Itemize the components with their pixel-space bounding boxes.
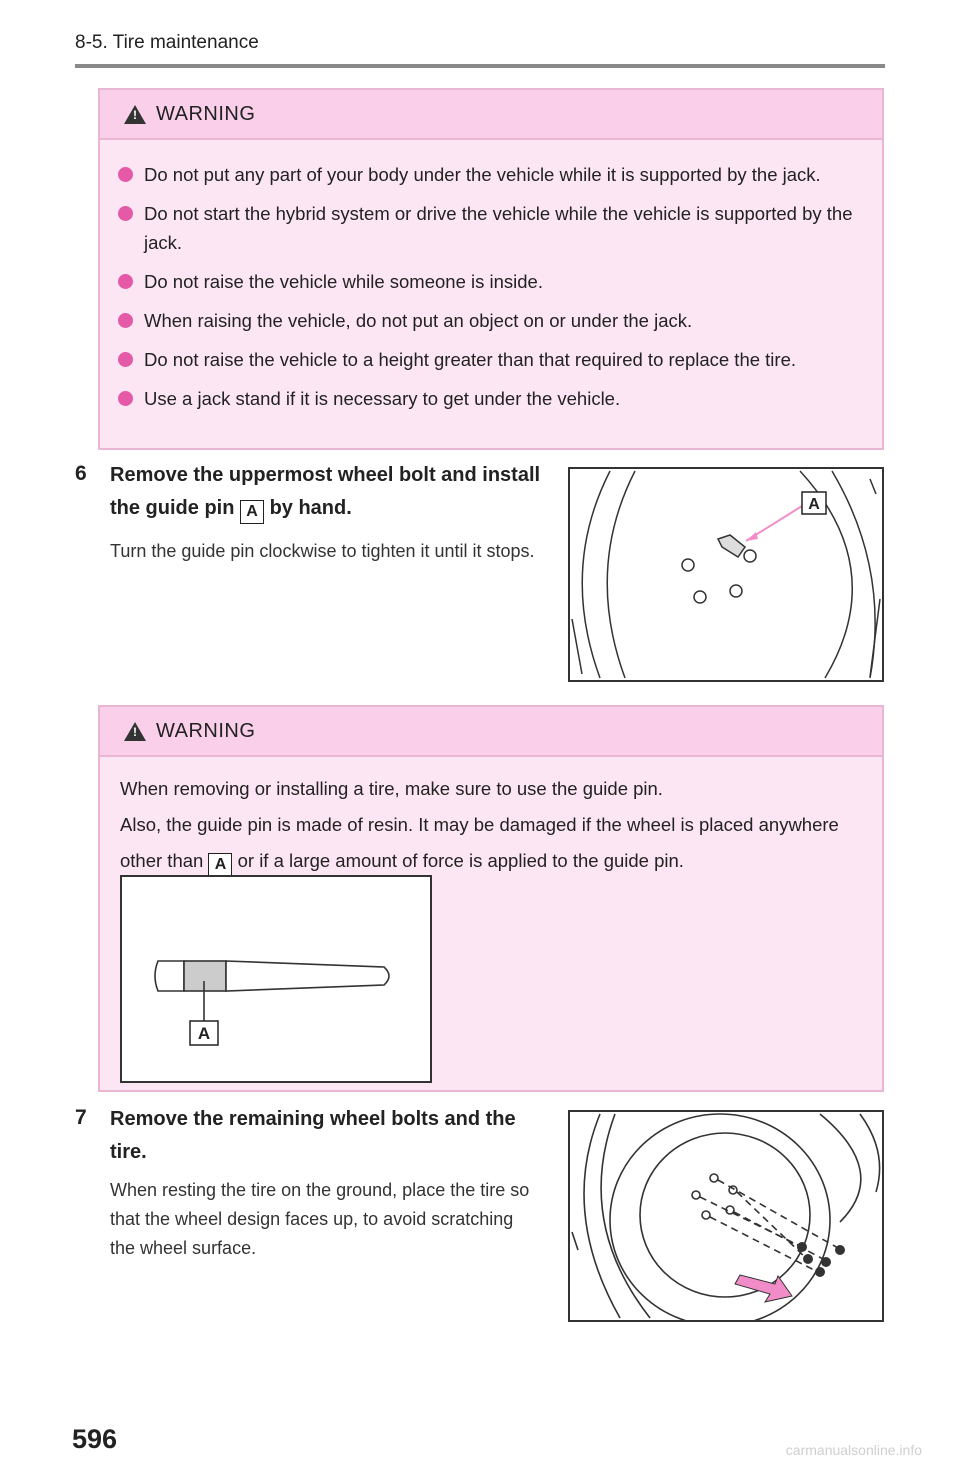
warning-triangle-icon — [124, 722, 146, 741]
warning-item: Do not raise the vehicle while someone is inside. — [118, 267, 863, 296]
step-6-number: 6 — [75, 462, 87, 485]
warning-box-2 — [98, 705, 884, 1092]
warning-2-line-2 — [120, 807, 865, 879]
section-header: 8-5. Tire maintenance — [75, 32, 259, 53]
callout-a-label: A — [208, 853, 232, 877]
watermark: carmanualsonline.info — [785, 1442, 922, 1458]
warning-item: When raising the vehicle, do not put an object on or under the jack. — [118, 306, 863, 335]
wheel-guide-pin-illustration — [570, 469, 882, 680]
warning-list — [118, 160, 863, 423]
page-number: 596 — [72, 1424, 118, 1454]
step-6-description: Turn the guide pin clockwise to tighten it until it stops. — [110, 541, 535, 561]
wheel-guide-pin-figure — [568, 467, 884, 682]
warning-title: WARNING — [156, 102, 256, 125]
warning-item: Do not put any part of your body under the vehicle while it is supported by the jack. — [118, 160, 863, 189]
header-divider — [75, 64, 885, 68]
warning-item: Do not raise the vehicle to a height greater than that required to replace the tire. — [118, 345, 863, 374]
guide-pin-illustration — [122, 877, 430, 1081]
warning-2-line-1: When removing or installing a tire, make sure to use the guide pin. — [120, 778, 663, 799]
warning-2-line-2-a: Also, the guide pin is made of resin. It may be damaged if the wheel is placed anywhere other than — [120, 814, 839, 871]
warning-header — [100, 90, 882, 140]
warning-2-line-2-b: or if a large amount of force is applied to the guide pin. — [237, 850, 684, 871]
guide-pin-figure — [120, 875, 432, 1083]
warning-header — [100, 707, 882, 757]
step-7-number: 7 — [75, 1106, 87, 1129]
figure-callout-a: A — [808, 496, 820, 513]
step-7-description: When resting the tire on the ground, place the tire so that the wheel design faces up, to avoid scratching the wheel surface. — [110, 1180, 530, 1258]
callout-a-label: A — [240, 500, 264, 524]
warning-triangle-icon — [124, 105, 146, 124]
figure-callout-a: A — [197, 1024, 211, 1043]
tire-removal-figure — [568, 1110, 884, 1322]
step-6-title-end: by hand. — [269, 497, 352, 519]
warning-title: WARNING — [156, 719, 256, 742]
warning-box-1 — [98, 88, 884, 450]
warning-item: Do not start the hybrid system or drive the vehicle while the vehicle is supported by the jack. — [118, 199, 863, 257]
warning-item: Use a jack stand if it is necessary to get under the vehicle. — [118, 384, 863, 413]
warning-2-text — [120, 771, 865, 879]
step-7-title: Remove the remaining wheel bolts and the tire. — [110, 1108, 516, 1163]
step-6-title-text: Remove the uppermost wheel bolt and install the guide pin — [110, 464, 541, 519]
step-6-title — [110, 459, 560, 525]
tire-removal-illustration — [570, 1112, 882, 1320]
